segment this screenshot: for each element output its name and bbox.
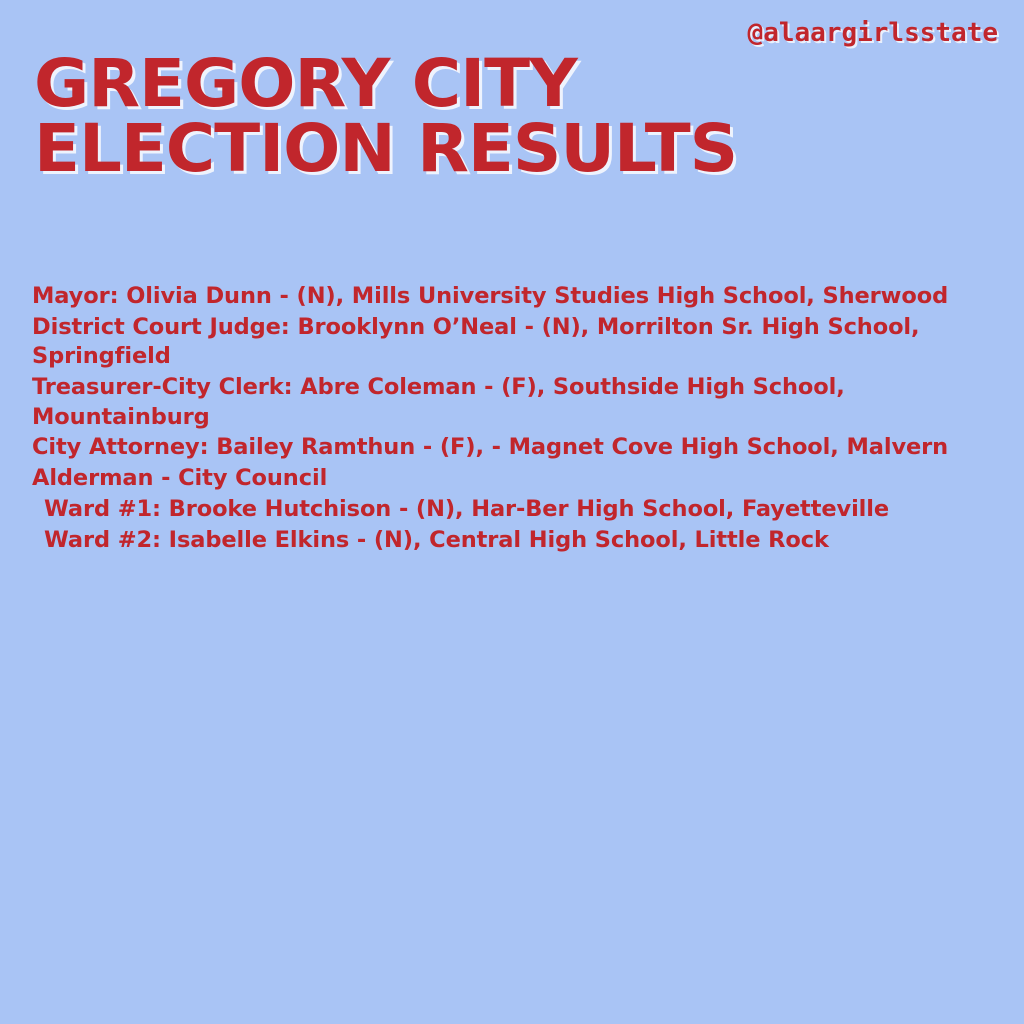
results-list (32, 282, 1012, 556)
social-handle: @alaargirlsstate (747, 18, 998, 48)
list-item: Ward #1: Brooke Hutchison - (N), Har-Ber High School, Fayetteville (44, 495, 890, 522)
list-item: Treasurer-City Clerk: Abre Coleman - (F), Southside High School, Mountainburg (32, 374, 845, 430)
list-item: Ward #2: Isabelle Elkins - (N), Central High School, Little Rock (44, 526, 829, 553)
page-title (34, 45, 974, 187)
list-item: District Court Judge: Brooklynn O’Neal - (N), Morrilton Sr. High School, Springfield (32, 313, 920, 370)
list-item: City Attorney: Bailey Ramthun - (F), - Magnet Cove High School, Malvern (32, 434, 949, 461)
title-line-2: ELECTION RESULTS (34, 109, 738, 187)
list-item: Alderman - City Council (32, 465, 328, 492)
list-item: Mayor: Olivia Dunn - (N), Mills University Studies High School, Sherwood (32, 283, 949, 309)
title-line-1: GREGORY CITY (34, 45, 577, 122)
